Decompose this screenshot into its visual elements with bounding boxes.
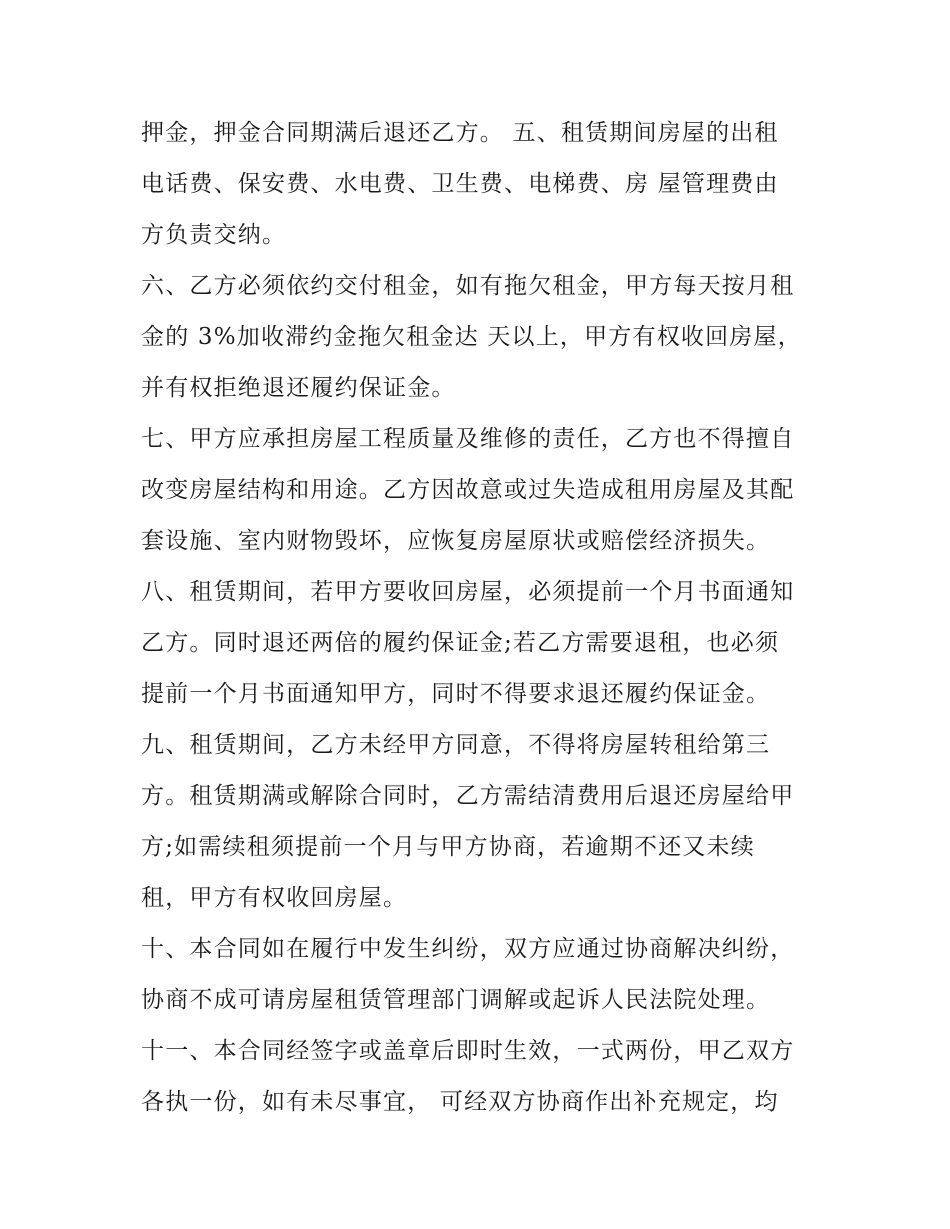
text-line: 乙方。同时退还两倍的履约保证金;若乙方需要退租，也必须 [141, 630, 780, 656]
text-line: 方。租赁期满或解除合同时，乙方需结清费用后退还房屋给甲 [141, 783, 795, 809]
text-line: 各执一份，如有未尽事宜， 可经双方协商作出补充规定，均 [141, 1089, 779, 1115]
text-line: 方负责交纳。 [141, 222, 287, 248]
text-line: 八、租赁期间，若甲方要收回房屋，必须提前一个月书面通知 [141, 579, 795, 605]
text-line: 改变房屋结构和用途。乙方因故意或过失造成租用房屋及其配 [141, 477, 795, 503]
text-line: 七、甲方应承担房屋工程质量及维修的责任，乙方也不得擅自 [141, 426, 795, 452]
text-line: 九、租赁期间，乙方未经甲方同意，不得将房屋转租给第三 [141, 732, 771, 758]
text-line: 押金，押金合同期满后退还乙方。 五、租赁期间房屋的出租 [141, 120, 779, 146]
text-line: 电话费、保安费、水电费、卫生费、电梯费、房 屋管理费由 [141, 171, 779, 197]
text-line: 十、本合同如在履行中发生纠纷，双方应通过协商解决纠纷， [141, 936, 795, 962]
document-body [141, 108, 841, 1128]
text-line: 金的 3%加收滞约金拖欠租金达 天以上，甲方有权收回房屋， [141, 324, 802, 350]
text-line: 租，甲方有权收回房屋。 [141, 885, 408, 911]
text-line: 套设施、室内财物毁坏，应恢复房屋原状或赔偿经济损失。 [141, 528, 771, 554]
text-line: 提前一个月书面通知甲方，同时不得要求退还履约保证金。 [141, 681, 771, 707]
text-line: 协商不成可请房屋租赁管理部门调解或起诉人民法院处理。 [141, 987, 771, 1013]
text-line: 并有权拒绝退还履约保证金。 [141, 375, 456, 401]
text-line: 六、乙方必须依约交付租金，如有拖欠租金，甲方每天按月租 [141, 273, 795, 299]
text-line: 方;如需续租须提前一个月与甲方协商，若逾期不还又未续 [141, 834, 755, 860]
text-line: 十一、本合同经签字或盖章后即时生效，一式两份，甲乙双方 [141, 1038, 795, 1064]
